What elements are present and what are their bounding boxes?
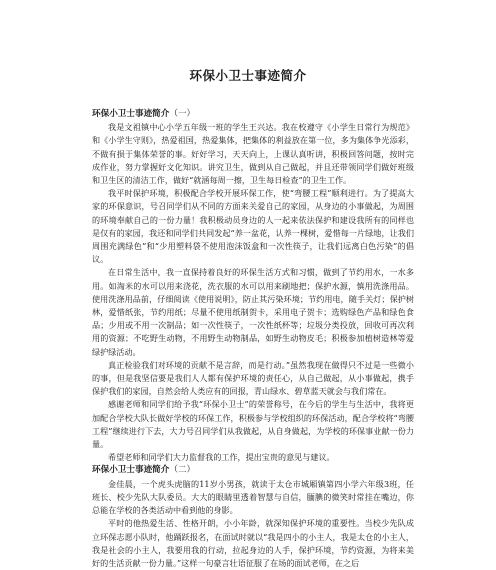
document-title: 环保小卫士事迹简介 (189, 68, 307, 83)
section-heading (92, 108, 414, 121)
paragraph: 真正检验我们对环境的贡献不是言辞，而是行动。”虽然我现在做得只不过是一些微小的事，但是我坚信要是我们人人都有保护环境的责任心，从自己做起，从小事做起，携手保护我们的家园，自然会给人类应有的回报，青山绿水、碧草蓝天就会与我们常在。 (92, 359, 414, 397)
section-heading-text: 环保小卫士事迹简介 (92, 465, 170, 476)
document-body (92, 108, 414, 570)
paragraph: 希望老师和同学们大力监督我的工作，提出宝贵的意见与建议。 (108, 452, 335, 463)
section-2 (92, 464, 414, 570)
section-heading-text: 环保小卫士事迹简介 (92, 109, 170, 119)
paragraph: 我平时保护环境，积极配合学校开展环保工作，使“弯腰工程”顺利进行。为了提高大家的环保意识，号召同学们从不同的方面来关爱自己的家园，从身边的小事做起，为周围的环境奉献自己的一份力量！我积极动员身边的人一起来依法保护和建设我所有的同样也是仅有的家园，我还和同学们共同发起“养一盆花，认养一棵树，爱惜每一片绿地，让我们周围充满绿色”和“少用塑料袋不使用泡沫饭盒和一次性筷子，让我们远离白色污染”的倡议。 (92, 188, 414, 265)
paragraph: 感谢老师和同学们给予我“环保小卫士”的荣誉称号，在今后的学生与生活中，我将更加配合学校大队长做好学校的环保工作，积极参与学校组织的环保活动，配合学校将“弯腰工程”继续进行下去，大力号召同学们从我做起，从自身做起，为学校的环保事业献一份力量。 (92, 399, 414, 450)
paragraph: 在日常生活中，我一直保持着良好的环保生活方式和习惯，做到了节约用水，一水多用。如淘米的水可以用来浇花，洗衣服的水可以用来刷地把；保护水源，慎用洗涤用品。使用洗涤用品前，仔细阅读《使用说明》，防止其污染环境；节约用电，随手关灯；保护树林，爱惜纸张，节约用纸；尽量不使用纸制贺卡，采用电子贺卡；选购绿色产品和绿色食品；少用或不用一次制品；如一次性筷子，一次性纸杯等；垃圾分类投放，回收可再次利用的资源；不吃野生动物，不用野生动物制品，如野生动物皮毛；积极参加植树造林等爱绿护绿活动。 (92, 267, 414, 357)
paragraph: 平时的他热爱生活、性格开朗，小小年龄，就深知保护环境的重要性。当校少先队成立环保志愿小队时，他踊跃报名，在面试时就以“我是四小的小主人，我是太仓的小主人，我是社会的小主人，我要用我的行动，拉起身边的人手，保护环境，节约资源，为将来美好的生活贡献一份力量。”这样一句豪言壮语征服了在场的面试老师，在之后 (92, 518, 414, 568)
section-number: （一） (169, 109, 196, 119)
paragraph: 我是文祖镇中心小学五年级一班的学生王兴达。我在校遵守《小学生日常行为规范》和《小学生守则》，热爱祖国，热爱集体，把集体的利益放在第一位，多为集体争光添彩，不做有损于集体荣誉的事。好好学习，天天向上，上课认真听讲，积极回答问题，按时完成作业，努力掌握好文化知识。讲究卫生，做到从自己做起，并且还带领同学们做好班级和卫生区的清洁工作，做好“就涵每周一擦，卫生每日检查”的卫生工作。 (92, 122, 414, 186)
section-number: （二） (169, 465, 196, 476)
section-1 (92, 108, 414, 464)
paragraph: 金佳晨，一个虎头虎脑的11岁小男孩，就读于太仓市城厢镇第四小学六年级3班，任班长、校少先队大队委员。大大的眼睛里透着智慧与自信，腼腆的微笑时常挂在嘴边，你总能在学校的各类活动中看到他的身影。 (92, 478, 414, 516)
section-heading (92, 464, 414, 477)
